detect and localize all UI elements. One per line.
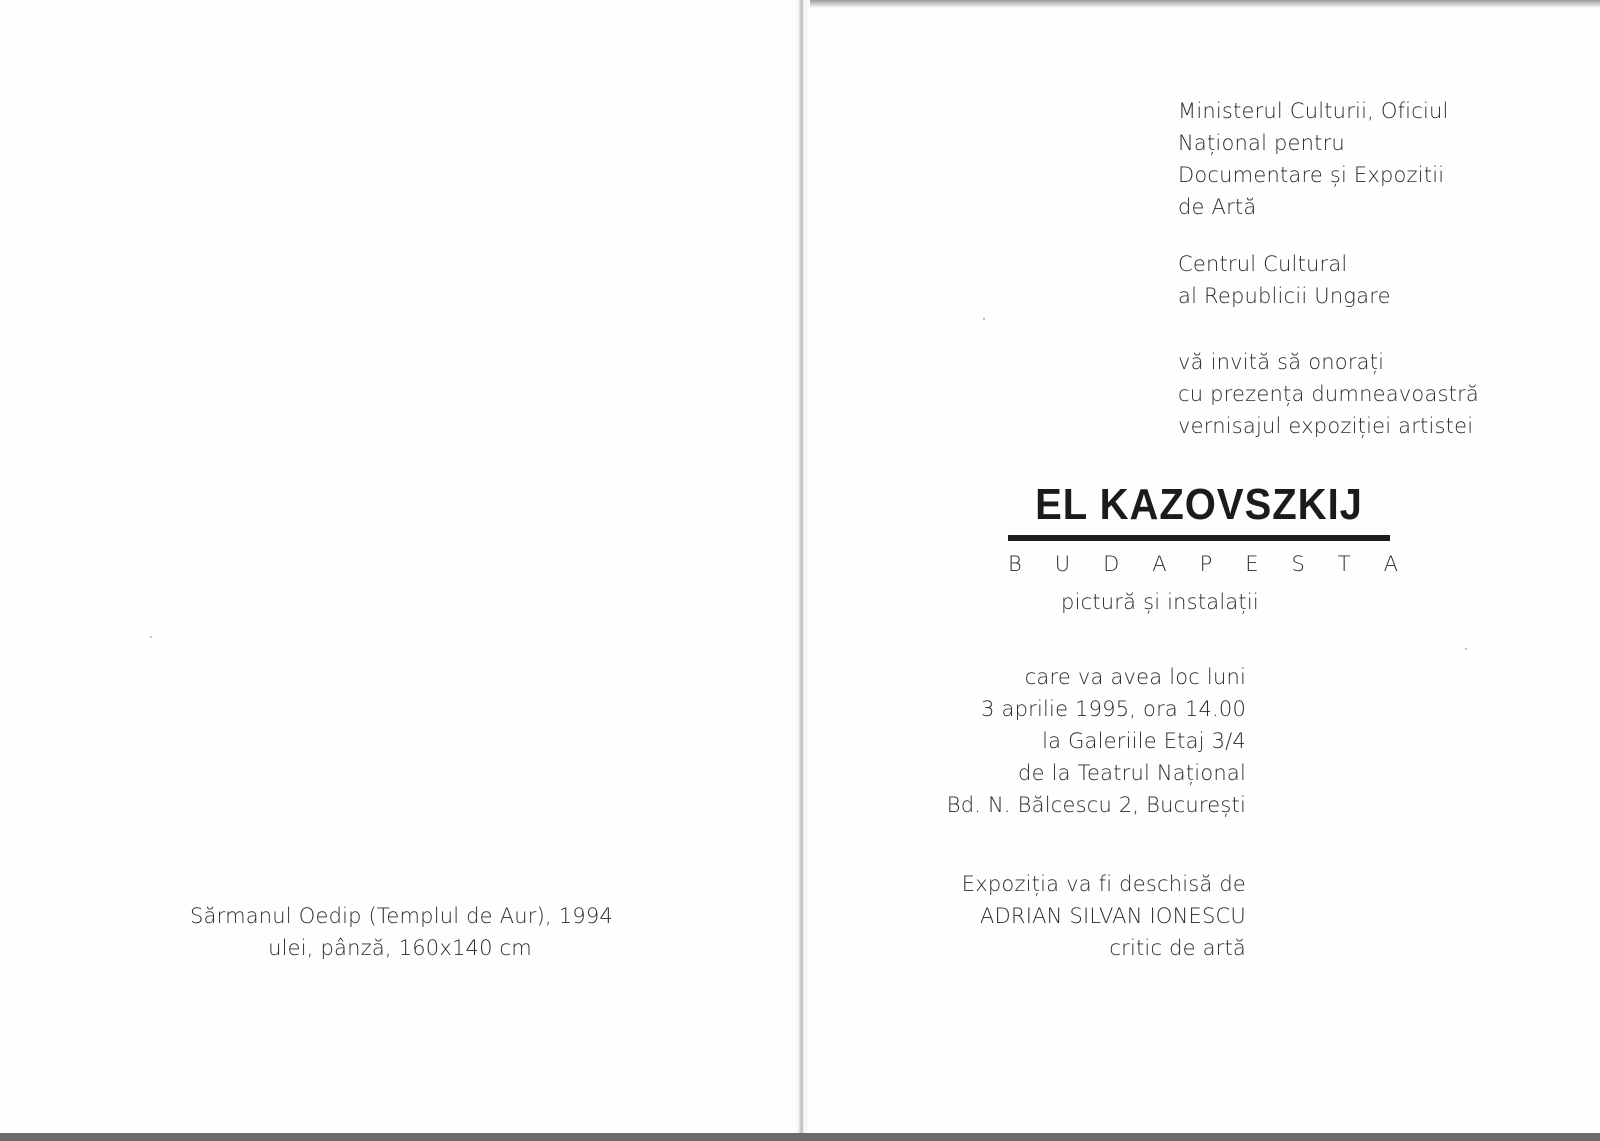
invitation-text [1178, 346, 1479, 442]
paper-speck [1465, 648, 1467, 650]
paper-speck [983, 318, 985, 320]
organizer-line: Centrul Cultural [1178, 252, 1348, 276]
page-bottom-edge [0, 1133, 1600, 1141]
opening-line: Expoziția va fi deschisă de [961, 872, 1246, 896]
invitation-line: vernisajul expoziției artistei [1178, 414, 1474, 438]
event-details [920, 661, 1246, 821]
caption-line: ulei, pânză, 160x140 cm [268, 936, 532, 960]
organizer-line: al Republicii Ungare [1178, 284, 1391, 308]
city-letter: U [1054, 552, 1071, 576]
city-spaced [1008, 552, 1398, 576]
artist-name: EL KAZOVSZKIJ [1035, 481, 1363, 529]
left-page [0, 0, 801, 1135]
exhibition-subtitle: pictură și instalații [1061, 590, 1259, 614]
city-letter: S [1291, 552, 1305, 576]
city-letter: T [1337, 552, 1351, 576]
invitation-line: vă invită să onorați [1178, 350, 1385, 374]
title-rule [1008, 535, 1390, 541]
caption-line: Sărmanul Oedip (Templul de Aur), 1994 [190, 904, 613, 928]
city-letter: E [1245, 552, 1259, 576]
organizer-line: Ministerul Culturii, Oficiul [1178, 99, 1449, 123]
city-letter: P [1199, 552, 1213, 576]
details-line: care va avea loc luni [1024, 665, 1246, 689]
opening-speaker [920, 868, 1246, 964]
city-letter: B [1008, 552, 1022, 576]
artwork-caption [190, 900, 613, 964]
city-letter: A [1383, 552, 1398, 576]
details-line: 3 aprilie 1995, ora 14.00 [981, 697, 1246, 721]
details-line: Bd. N. Bălcescu 2, București [946, 793, 1246, 817]
organizer-ministry [1178, 95, 1449, 223]
city-letter: D [1103, 552, 1120, 576]
details-line: de la Teatrul Național [1018, 761, 1246, 785]
details-line: la Galeriile Etaj 3/4 [1042, 729, 1246, 753]
paper-speck [150, 636, 152, 638]
city-letter: A [1152, 552, 1167, 576]
opening-line: ADRIAN SILVAN IONESCU [979, 904, 1246, 928]
organizer-line: de Artă [1178, 195, 1257, 219]
organizer-line: Național pentru [1178, 131, 1345, 155]
invitation-line: cu prezența dumneavoastră [1178, 382, 1479, 406]
organizer-line: Documentare și Expozitii [1178, 163, 1445, 187]
organizer-cultural-center [1178, 248, 1391, 312]
opening-line: critic de artă [1109, 936, 1246, 960]
page-top-edge [810, 0, 1600, 8]
